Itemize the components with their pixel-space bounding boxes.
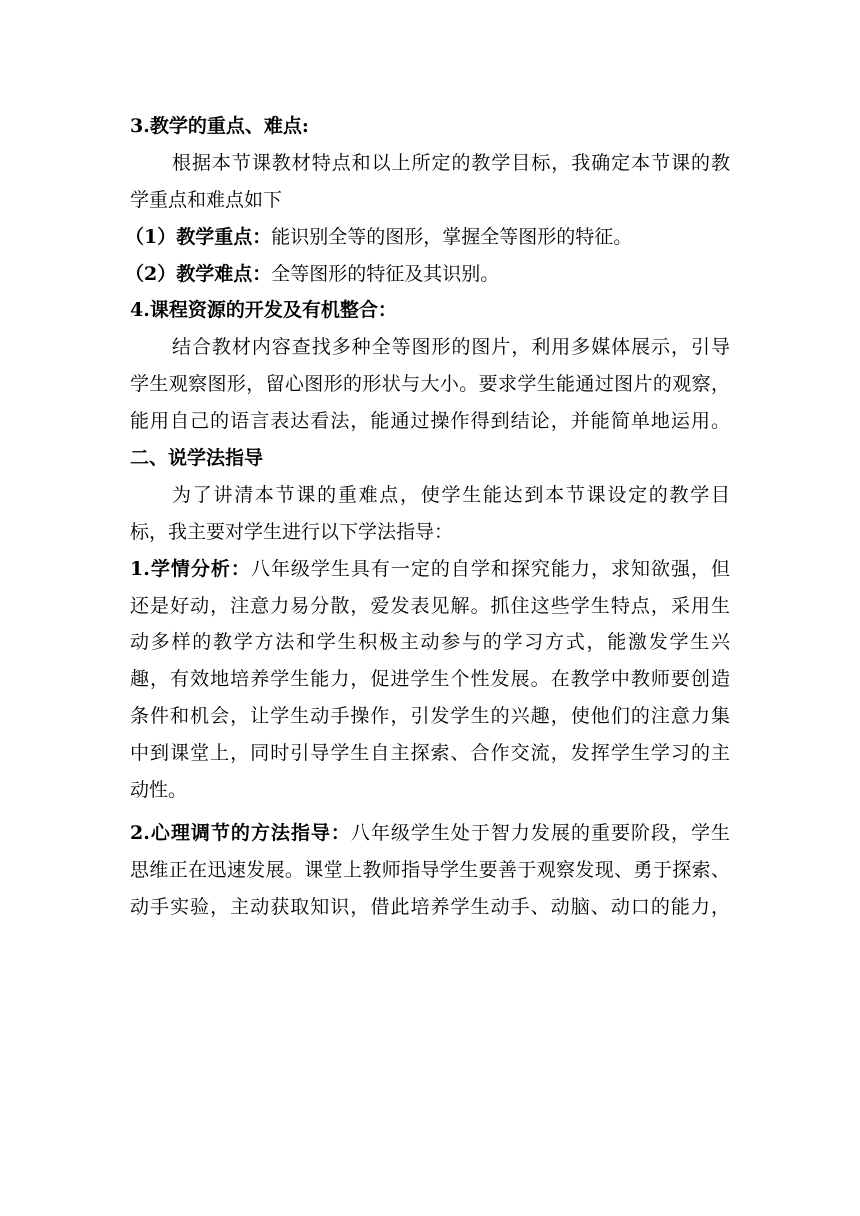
paragraph-line: 结合教材内容查找多种全等图形的图片，利用多媒体展示，引导 [172, 336, 730, 359]
list-item-text: 能识别全等的图形，掌握全等图形的特征。 [271, 225, 633, 248]
paragraph-learning-analysis [130, 551, 730, 588]
paragraph-line: 思维正在迅速发展。课堂上教师指导学生要善于观察发现、勇于探索、 [130, 858, 730, 881]
paragraph-line: 还是好动，注意力易分散，爱发表见解。抓住这些学生特点，采用生 [130, 594, 730, 617]
list-item-key-point [125, 219, 730, 256]
section-heading-learning-guidance: 二、说学法指导 [130, 447, 264, 470]
paragraph-line: 动多样的教学方法和学生积极主动参与的学习方式，能激发学生兴 [130, 631, 730, 654]
section-heading-key-points: 3.教学的重点、难点: [130, 115, 309, 137]
paragraph-line: 动性。 [130, 779, 188, 802]
list-item-label: （2）教学难点： [125, 262, 272, 285]
paragraph-line: 趣，有效地培养学生能力，促进学生个性发展。在教学中教师要创造 [130, 668, 730, 691]
paragraph-line: 学生观察图形，留心图形的形状与大小。要求学生能通过图片的观察， [130, 373, 730, 396]
paragraph-line: 标，我主要对学生进行以下学法指导： [130, 520, 454, 543]
paragraph-label: 2.心理调节的方法指导： [130, 821, 351, 844]
paragraph-line: 条件和机会，让学生动手操作，引发学生的兴趣，使他们的注意力集 [130, 705, 730, 728]
list-item-text: 全等图形的特征及其识别。 [271, 262, 500, 285]
section-heading-resources: 4.课程资源的开发及有机整合： [130, 299, 397, 322]
paragraph-line: 八年级学生处于智力发展的重要阶段，学生 [350, 821, 730, 844]
paragraph-line: 中到课堂上，同时引导学生自主探索、合作交流，发挥学生学习的主 [130, 742, 730, 765]
paragraph-line: 能用自己的语言表达看法，能通过操作得到结论，并能简单地运用。 [130, 410, 730, 433]
list-item-label: （1）教学重点： [125, 225, 272, 248]
paragraph-label: 1.学情分析： [130, 557, 251, 580]
document-page [125, 108, 730, 926]
paragraph-line: 动手实验，主动获取知识，借此培养学生动手、动脑、动口的能力， [130, 895, 730, 918]
paragraph-line: 为了讲清本节课的重难点，使学生能达到本节课设定的教学目 [172, 483, 730, 506]
paragraph-line: 八年级学生具有一定的自学和探究能力，求知欲强，但 [250, 557, 730, 580]
paragraph-line: 学重点和难点如下 [130, 188, 283, 211]
paragraph-line: 根据本节课教材特点和以上所定的教学目标，我确定本节课的教 [172, 151, 730, 174]
list-item-difficult-point [125, 256, 730, 293]
paragraph-psychological-guidance [130, 815, 730, 852]
